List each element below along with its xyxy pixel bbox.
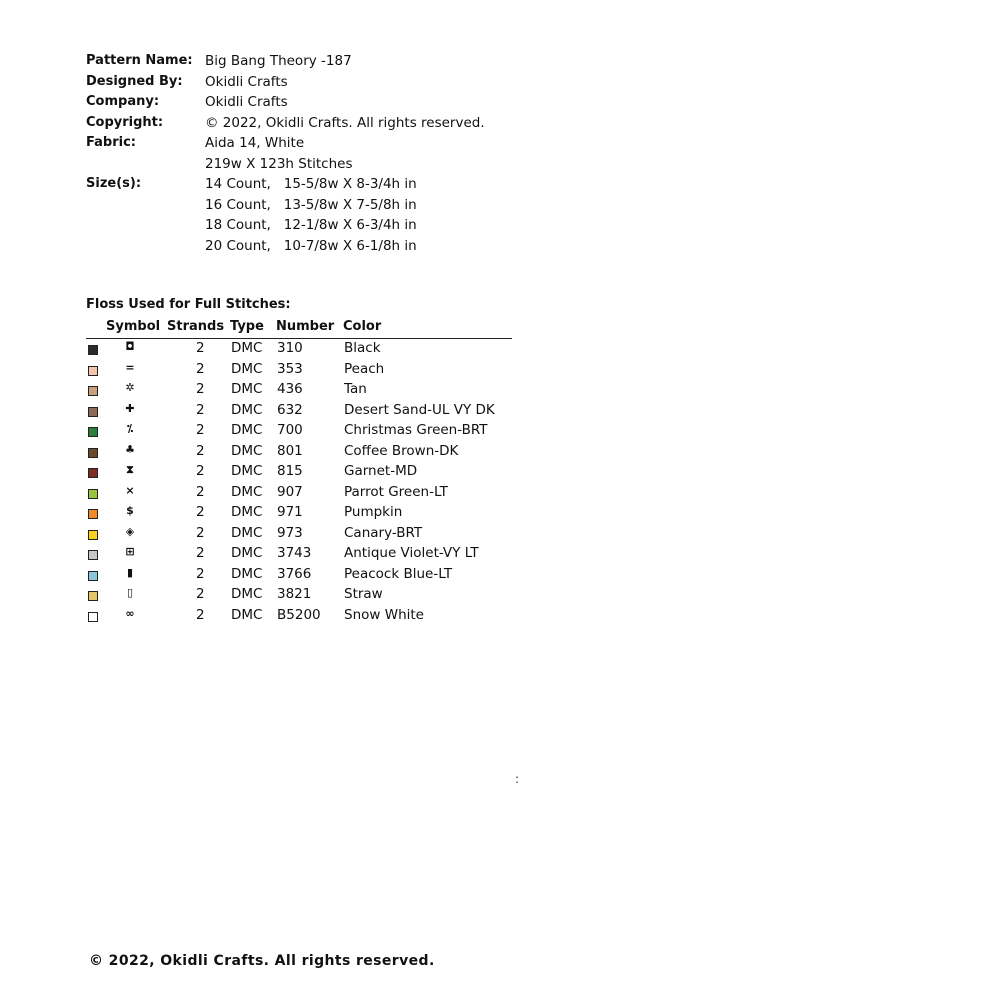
floss-row — [86, 360, 512, 381]
header-color: Color — [343, 319, 382, 334]
floss-row — [86, 339, 512, 360]
color-swatch — [88, 448, 98, 458]
pattern-name-value: Big Bang Theory -187 — [205, 53, 352, 69]
color-swatch — [88, 550, 98, 560]
floss-color-name: Black — [344, 340, 381, 356]
size-value: 16 Count, 13-5/8w X 7-5/8h in — [205, 196, 417, 213]
floss-type: DMC — [231, 545, 263, 561]
floss-type: DMC — [231, 483, 263, 500]
floss-type: DMC — [231, 360, 263, 377]
floss-type: DMC — [231, 504, 263, 520]
color-swatch — [88, 530, 98, 540]
floss-symbol: ⁒ — [126, 422, 134, 435]
floss-color-name: Parrot Green-LT — [344, 483, 448, 500]
floss-type: DMC — [231, 401, 263, 418]
floss-symbol: ∞ — [125, 606, 135, 620]
color-swatch — [88, 612, 98, 622]
size-value: 14 Count, 15-5/8w X 8-3/4h in — [205, 176, 417, 192]
floss-type: DMC — [231, 422, 263, 438]
fabric-stitches-value: 219w X 123h Stitches — [205, 155, 353, 172]
floss-strands: 2 — [196, 606, 205, 623]
header-strands: Strands — [167, 319, 225, 334]
fabric-value: Aida 14, White — [205, 135, 305, 151]
floss-type: DMC — [231, 340, 263, 356]
fabric-row — [86, 133, 546, 174]
floss-row — [86, 565, 512, 586]
floss-color-name: Pumpkin — [344, 504, 403, 520]
pattern-info — [86, 51, 546, 256]
sizes-label: Size(s): — [86, 176, 142, 191]
floss-number: 700 — [277, 422, 303, 438]
floss-symbol: ⧗ — [126, 463, 134, 476]
floss-symbol: = — [125, 360, 135, 374]
floss-row — [86, 544, 512, 565]
color-swatch — [88, 366, 98, 376]
floss-color-name: Peacock Blue-LT — [344, 565, 453, 582]
floss-strands: 2 — [196, 524, 205, 541]
floss-number: 353 — [277, 360, 303, 377]
floss-number: B5200 — [277, 606, 321, 623]
floss-color-name: Antique Violet-VY LT — [344, 545, 479, 561]
floss-symbol: ⊞ — [125, 545, 135, 558]
floss-type: DMC — [231, 442, 263, 459]
floss-strands: 2 — [196, 381, 205, 397]
floss-row — [86, 442, 512, 463]
floss-type: DMC — [231, 565, 263, 582]
floss-row — [86, 401, 512, 422]
floss-strands: 2 — [196, 504, 205, 520]
floss-strands: 2 — [196, 401, 205, 418]
floss-row — [86, 483, 512, 504]
floss-strands: 2 — [196, 545, 205, 561]
floss-type: DMC — [231, 606, 263, 623]
floss-symbol: ✲ — [125, 381, 135, 394]
size-value: 20 Count, 10-7/8w X 6-1/8h in — [205, 237, 417, 254]
floss-symbol: ◈ — [125, 524, 135, 538]
floss-color-name: Christmas Green-BRT — [344, 422, 488, 438]
floss-color-name: Coffee Brown-DK — [344, 442, 459, 459]
header-type: Type — [230, 319, 264, 334]
floss-color-name: Canary-BRT — [344, 524, 423, 541]
floss-row — [86, 462, 512, 483]
floss-row — [86, 585, 512, 606]
floss-number: 3766 — [277, 565, 312, 582]
designed-by-label: Designed By: — [86, 73, 183, 89]
floss-strands: 2 — [196, 422, 205, 438]
size-value: 18 Count, 12-1/8w X 6-3/4h in — [205, 217, 417, 233]
floss-strands: 2 — [196, 463, 205, 479]
copyright-row — [86, 113, 546, 134]
copyright-label: Copyright: — [86, 114, 164, 130]
floss-table-header — [86, 318, 512, 338]
sizes-row — [86, 174, 546, 256]
floss-type: DMC — [231, 463, 263, 479]
color-swatch — [88, 571, 98, 581]
floss-type: DMC — [231, 381, 263, 397]
floss-number: 801 — [277, 442, 303, 459]
floss-table — [86, 318, 512, 626]
floss-number: 815 — [277, 463, 303, 479]
color-swatch — [88, 427, 98, 437]
floss-color-name: Straw — [344, 586, 383, 602]
floss-type: DMC — [231, 524, 263, 541]
pattern-name-row — [86, 51, 546, 72]
floss-strands: 2 — [196, 340, 205, 356]
color-swatch — [88, 407, 98, 417]
color-swatch — [88, 509, 98, 519]
company-row — [86, 92, 546, 113]
floss-strands: 2 — [196, 483, 205, 500]
designed-by-row — [86, 72, 546, 93]
color-swatch — [88, 591, 98, 601]
floss-symbol: $ — [126, 504, 134, 517]
floss-symbol: ⨯ — [125, 483, 135, 497]
floss-number: 3821 — [277, 586, 312, 602]
floss-symbol: ✚ — [125, 401, 135, 415]
stray-mark: ꞉ — [515, 772, 520, 786]
floss-number: 632 — [277, 401, 303, 418]
floss-symbol: ▮ — [126, 565, 134, 579]
floss-color-name: Snow White — [344, 606, 424, 623]
designed-by-value: Okidli Crafts — [205, 73, 288, 90]
floss-color-name: Tan — [344, 381, 367, 397]
floss-row — [86, 524, 512, 545]
floss-section-title: Floss Used for Full Stitches: — [86, 297, 291, 312]
floss-symbol: ◘ — [125, 340, 135, 353]
floss-symbol: ♣ — [125, 442, 135, 456]
color-swatch — [88, 489, 98, 499]
floss-number: 971 — [277, 504, 303, 520]
company-value: Okidli Crafts — [205, 94, 288, 110]
color-swatch — [88, 345, 98, 355]
pattern-name-label: Pattern Name: — [86, 53, 193, 68]
copyright-value: © 2022, Okidli Crafts. All rights reserved. — [205, 114, 485, 131]
floss-symbol: ▯ — [126, 586, 134, 599]
floss-rows — [86, 339, 512, 626]
floss-strands: 2 — [196, 565, 205, 582]
floss-row — [86, 421, 512, 442]
color-swatch — [88, 468, 98, 478]
header-number: Number — [276, 319, 335, 334]
fabric-label: Fabric: — [86, 135, 136, 150]
floss-color-name: Garnet-MD — [344, 463, 418, 479]
header-symbol: Symbol — [106, 319, 161, 334]
floss-number: 907 — [277, 483, 303, 500]
floss-strands: 2 — [196, 360, 205, 377]
floss-strands: 2 — [196, 586, 205, 602]
floss-row — [86, 606, 512, 627]
floss-color-name: Desert Sand-UL VY DK — [344, 401, 495, 418]
company-label: Company: — [86, 94, 160, 109]
footer-copyright: © 2022, Okidli Crafts. All rights reserved. — [89, 953, 435, 969]
floss-row — [86, 380, 512, 401]
floss-number: 310 — [277, 340, 303, 356]
floss-type: DMC — [231, 586, 263, 602]
color-swatch — [88, 386, 98, 396]
floss-number: 3743 — [277, 545, 312, 561]
floss-color-name: Peach — [344, 360, 385, 377]
floss-number: 973 — [277, 524, 303, 541]
floss-number: 436 — [277, 381, 303, 397]
floss-strands: 2 — [196, 442, 205, 459]
floss-row — [86, 503, 512, 524]
